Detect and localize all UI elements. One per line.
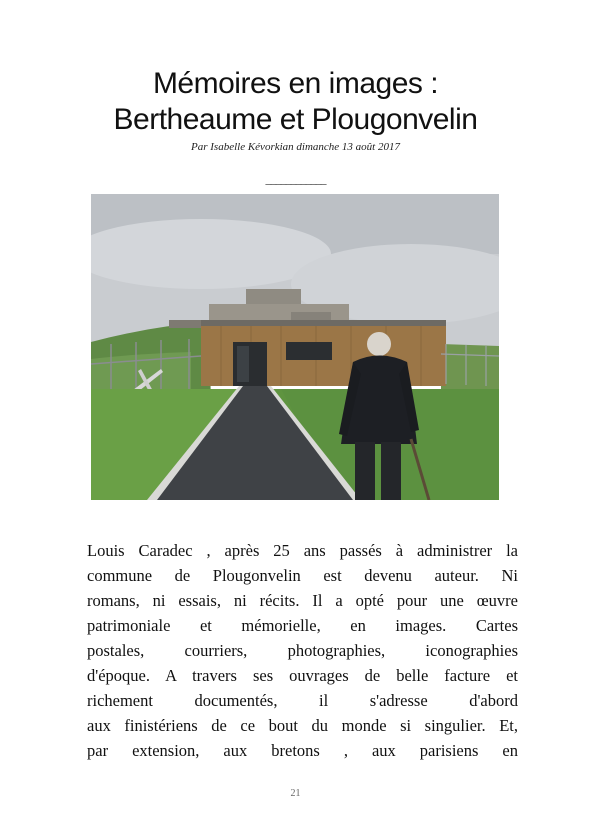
body-line: patrimoniale et mémorielle, en images. Cartes <box>87 616 518 635</box>
page-number: 21 <box>290 788 301 799</box>
body-line: par extension, aux bretons , aux parisiens en <box>87 741 518 760</box>
article-body <box>87 538 518 763</box>
body-line: Louis Caradec , après 25 ans passés à administrer la <box>87 541 518 560</box>
body-line: richement documentés, il s'adresse d'abord <box>87 691 518 710</box>
body-line: d'époque. A travers ses ouvrages de belle facture et <box>87 666 518 685</box>
body-line: romans, ni essais, ni récits. Il a opté pour une œuvre <box>87 591 518 610</box>
title-line-2: Bertheaume et Plougonvelin <box>113 103 478 136</box>
byline: Par Isabelle Kévorkian dimanche 13 août 2017 <box>191 141 400 153</box>
article-title <box>0 66 591 138</box>
body-line: postales, courriers, photographies, iconographies <box>87 641 518 660</box>
body-line: aux finistériens de ce bout du monde si singulier. Et, <box>87 716 518 735</box>
separator-line: ____________ <box>265 172 326 186</box>
body-line: commune de Plougonvelin est devenu auteur. Ni <box>87 566 518 585</box>
title-line-1: Mémoires en images : <box>152 67 439 100</box>
article-photo <box>91 194 499 500</box>
